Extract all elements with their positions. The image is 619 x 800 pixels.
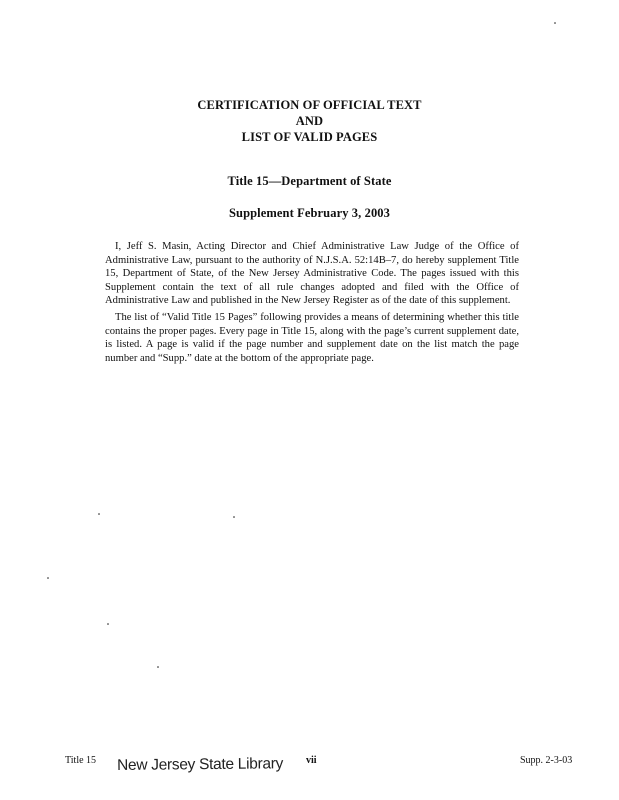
- scan-speck: [157, 666, 159, 668]
- title-heading: Title 15—Department of State: [227, 174, 392, 188]
- footer-supplement-date: Supp. 2-3-03: [520, 755, 573, 766]
- scan-speck: [107, 623, 109, 625]
- heading-line-valid-pages: LIST OF VALID PAGES: [241, 130, 378, 144]
- certification-heading: [0, 97, 619, 145]
- scan-speck: [47, 577, 49, 579]
- heading-line-certification: CERTIFICATION OF OFFICIAL TEXT: [197, 98, 422, 112]
- footer-title: Title 15: [65, 755, 97, 766]
- scan-speck: [233, 516, 235, 518]
- scan-speck: [554, 22, 556, 24]
- scan-speck: [98, 513, 100, 515]
- page-number: vii: [306, 755, 317, 766]
- supplement-heading: Supplement February 3, 2003: [228, 206, 391, 220]
- certification-paragraph: I, Jeff S. Masin, Acting Director and Chief Administrative Law Judge of the Office of Administrative Law, pursuant to the authority of N.J.S.A. 52:14B–7, do hereby supplement Title 15, Department of State, of the New Jersey Administrative Code. The pages issued with this Supplement contain the text of all rule changes adopted and filed with the Office of Administrative Law and published in the New Jersey Register as of the date of this supplement.: [105, 241, 519, 307]
- heading-line-and: AND: [295, 114, 324, 128]
- library-stamp: New Jersey State Library: [117, 755, 284, 774]
- valid-pages-paragraph: The list of “Valid Title 15 Pages” following provides a means of determining whether this title contains the proper pages. Every page in Title 15, along with the page’s current supplement date, is listed. A page is valid if the page number and supplement date on the list match the page number and “Supp.” date at the bottom of the appropriate page.: [105, 312, 519, 364]
